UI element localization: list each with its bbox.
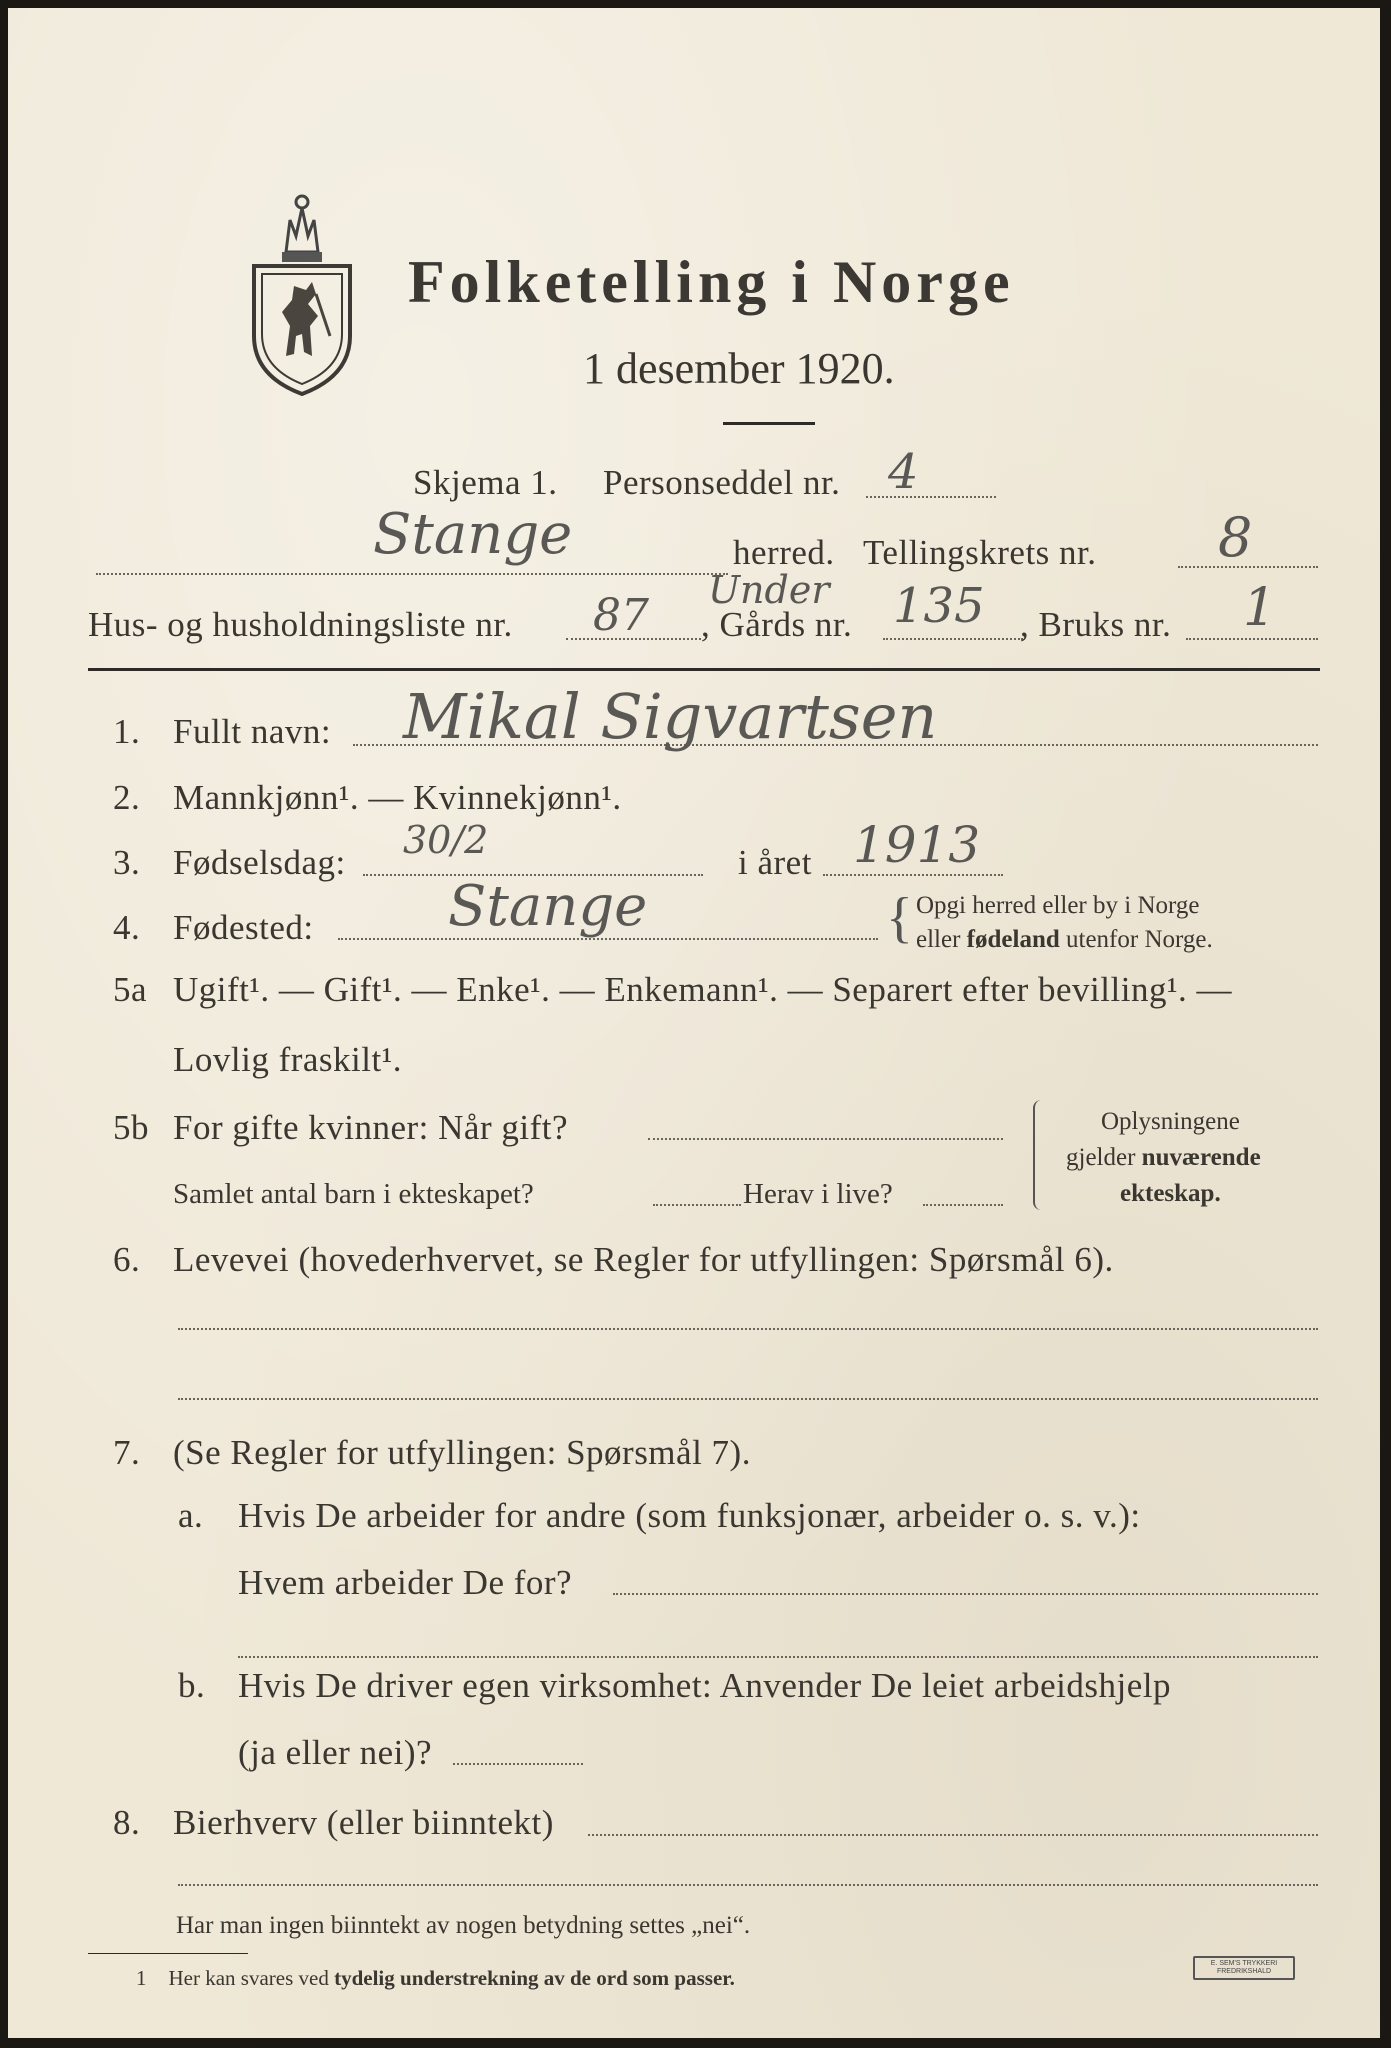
q4-brace: {: [886, 887, 913, 949]
form-title: Folketelling i Norge: [408, 249, 1015, 315]
under-note: Under: [708, 568, 830, 612]
herred-field-line: [96, 573, 728, 575]
footer-note: Har man ingen biinntekt av nogen betydning settes „nei“.: [176, 1912, 751, 1939]
q8-number: 8.: [113, 1803, 141, 1842]
married-when-field-line: [648, 1138, 1003, 1140]
q5b-alive-label: Herav i live?: [743, 1178, 893, 1210]
q1-number: 1.: [113, 712, 141, 751]
q4-number: 4.: [113, 908, 141, 947]
full-name-value[interactable]: Mikal Sigvartsen: [403, 680, 938, 753]
alive-field-line: [923, 1204, 1003, 1206]
occupation-field-line-1: [178, 1328, 1318, 1330]
footnote-divider: [88, 1953, 248, 1954]
birthday-value[interactable]: 30/2: [403, 818, 489, 862]
q7-label: (Se Regler for utfyllingen: Spørsmål 7).: [173, 1433, 751, 1472]
title-divider: [723, 422, 815, 425]
coat-of-arms-icon: [246, 186, 358, 403]
q6-number: 6.: [113, 1240, 141, 1279]
q5b-note-line2: gjelder nuværende: [1066, 1144, 1261, 1171]
form-subtitle: 1 desember 1920.: [583, 344, 895, 393]
q3-year-label: i året: [738, 843, 812, 882]
marital-status-options-2[interactable]: Lovlig fraskilt¹.: [173, 1040, 402, 1079]
q3-label: Fødselsdag:: [173, 843, 346, 882]
skjema-label: Skjema 1.: [413, 463, 558, 502]
q3-number: 3.: [113, 843, 141, 882]
birth-year-value[interactable]: 1913: [853, 816, 981, 874]
q5b-children-label: Samlet antal barn i ekteskapet?: [173, 1178, 534, 1210]
personseddel-field-line: [866, 496, 996, 498]
q7b-letter: b.: [178, 1666, 206, 1705]
herred-label: herred.: [733, 533, 835, 572]
occupation-field-line-2: [178, 1398, 1318, 1400]
gender-options[interactable]: Mannkjønn¹. — Kvinnekjønn¹.: [173, 778, 622, 817]
personseddel-label: Personseddel nr.: [603, 463, 841, 502]
husholdning-value[interactable]: 87: [593, 590, 649, 641]
q1-label: Fullt navn:: [173, 712, 332, 751]
q7-number: 7.: [113, 1433, 141, 1472]
birth-year-field-line: [823, 874, 1003, 876]
children-field-line: [653, 1204, 741, 1206]
hired-help-field-line: [453, 1763, 583, 1765]
bruks-label: , Bruks nr.: [1020, 605, 1172, 644]
bruks-field-line: [1186, 638, 1318, 640]
side-income-field-line: [588, 1834, 1318, 1836]
q5b-number: 5b: [113, 1108, 149, 1147]
side-income-field-line-2: [178, 1884, 1318, 1886]
herred-value[interactable]: Stange: [373, 502, 573, 567]
q6-label: Levevei (hovederhvervet, se Regler for utfyllingen: Spørsmål 6).: [173, 1240, 1114, 1279]
printer-stamp: E. SEM'S TRYKKERI FREDRIKSHALD: [1193, 1956, 1295, 1980]
q7b-help-label: (ja eller nei)?: [238, 1733, 433, 1772]
birthplace-value[interactable]: Stange: [448, 874, 648, 939]
gards-label: , Gårds nr.: [701, 605, 853, 644]
q7b-label: Hvis De driver egen virksomhet: Anvender De leiet arbeidshjelp: [238, 1666, 1171, 1705]
q7a-letter: a.: [178, 1496, 204, 1535]
q7a-label: Hvis De arbeider for andre (som funksjonær, arbeider o. s. v.):: [238, 1496, 1141, 1535]
personseddel-value[interactable]: 4: [888, 444, 919, 500]
q2-number: 2.: [113, 778, 141, 817]
marital-status-options[interactable]: Ugift¹. — Gift¹. — Enke¹. — Enkemann¹. — Separert efter bevilling¹. —: [173, 970, 1232, 1009]
q4-note-line1: Opgi herred eller by i Norge: [916, 892, 1200, 919]
q4-label: Fødested:: [173, 908, 314, 947]
tellingskrets-value[interactable]: 8: [1218, 506, 1253, 569]
footnote: 1 Her kan svares ved tydelig understrekning av de ord som passer.: [136, 1966, 735, 1990]
q5b-bracket: [1033, 1100, 1045, 1210]
gards-value[interactable]: 135: [893, 578, 985, 634]
q5a-number: 5a: [113, 970, 148, 1009]
census-form-page: [8, 8, 1380, 2038]
q4-note-line2: eller fødeland utenfor Norge.: [916, 926, 1213, 953]
employer-field-line-2: [238, 1656, 1318, 1658]
q5b-note-line3: ekteskap.: [1120, 1180, 1221, 1207]
bruks-value[interactable]: 1: [1243, 578, 1277, 638]
header-separator: [88, 668, 1320, 671]
q7a-employer-label: Hvem arbeider De for?: [238, 1563, 573, 1602]
employer-field-line: [613, 1593, 1318, 1595]
q8-label: Bierhverv (eller biinntekt): [173, 1803, 554, 1842]
husholdning-label: Hus- og husholdningsliste nr.: [88, 605, 513, 644]
q5b-note-line1: Oplysningene: [1101, 1108, 1240, 1135]
tellingskrets-label: Tellingskrets nr.: [863, 533, 1097, 572]
gards-field-line: [883, 638, 1023, 640]
q5b-label: For gifte kvinner: Når gift?: [173, 1108, 569, 1147]
